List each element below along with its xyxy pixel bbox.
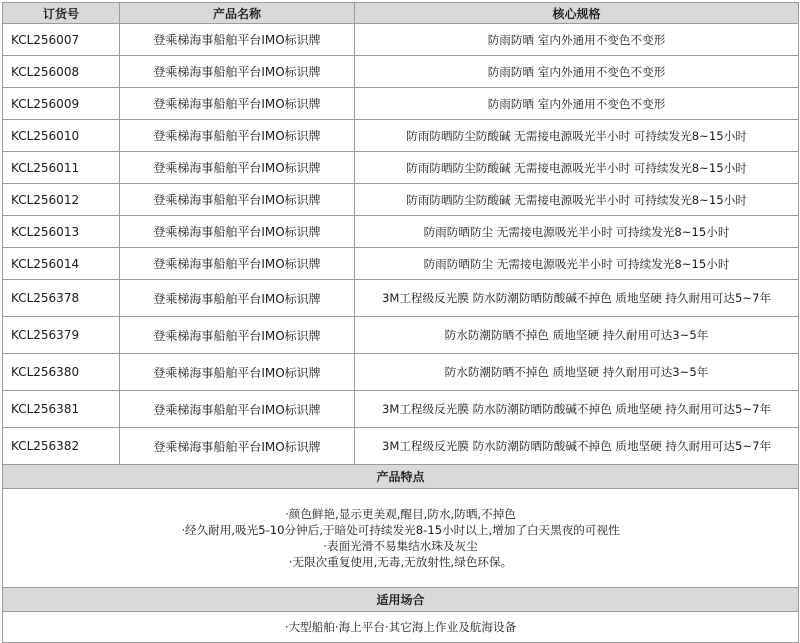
table-row	[3, 354, 799, 391]
product-name-cell: 登乘梯海事船舶平台IMO标识牌	[120, 280, 355, 317]
order-code-cell: KCL256378	[3, 280, 120, 317]
table-row	[3, 24, 799, 56]
order-code-cell: KCL256009	[3, 88, 120, 120]
features-cell	[3, 489, 799, 588]
order-code-cell: KCL256008	[3, 56, 120, 88]
table-row	[3, 391, 799, 428]
table-row	[3, 280, 799, 317]
product-name-cell: 登乘梯海事船舶平台IMO标识牌	[120, 354, 355, 391]
occasions-row	[3, 612, 799, 643]
product-name-cell: 登乘梯海事船舶平台IMO标识牌	[120, 248, 355, 280]
product-name-cell: 登乘梯海事船舶平台IMO标识牌	[120, 391, 355, 428]
product-name-cell: 登乘梯海事船舶平台IMO标识牌	[120, 56, 355, 88]
occasions-cell: ·大型船舶·海上平台·其它海上作业及航海设备	[3, 612, 799, 643]
header-order-code: 订货号	[3, 3, 120, 24]
occasions-heading-row	[3, 588, 799, 612]
order-code-cell: KCL256007	[3, 24, 120, 56]
product-name-cell: 登乘梯海事船舶平台IMO标识牌	[120, 152, 355, 184]
table-row	[3, 152, 799, 184]
table-body	[3, 24, 799, 643]
core-spec-cell: 防雨防晒防尘 无需接电源吸光半小时 可持续发光8~15小时	[355, 216, 799, 248]
table-row	[3, 248, 799, 280]
product-name-cell: 登乘梯海事船舶平台IMO标识牌	[120, 428, 355, 465]
core-spec-cell: 3M工程级反光膜 防水防潮防晒防酸碱不掉色 质地坚硬 持久耐用可达5~7年	[355, 391, 799, 428]
table-row	[3, 317, 799, 354]
core-spec-cell: 3M工程级反光膜 防水防潮防晒防酸碱不掉色 质地坚硬 持久耐用可达5~7年	[355, 280, 799, 317]
order-code-cell: KCL256379	[3, 317, 120, 354]
table-row	[3, 428, 799, 465]
order-code-cell: KCL256380	[3, 354, 120, 391]
table-row	[3, 88, 799, 120]
features-row	[3, 489, 799, 588]
core-spec-cell: 防雨防晒 室内外通用不变色不变形	[355, 56, 799, 88]
order-code-cell: KCL256013	[3, 216, 120, 248]
table-header-row	[3, 3, 799, 24]
order-code-cell: KCL256010	[3, 120, 120, 152]
order-code-cell: KCL256382	[3, 428, 120, 465]
occasions-heading: 适用场合	[3, 588, 799, 612]
order-code-cell: KCL256381	[3, 391, 120, 428]
features-heading: 产品特点	[3, 465, 799, 489]
product-name-cell: 登乘梯海事船舶平台IMO标识牌	[120, 88, 355, 120]
core-spec-cell: 防雨防晒防尘 无需接电源吸光半小时 可持续发光8~15小时	[355, 248, 799, 280]
table-row	[3, 56, 799, 88]
product-name-cell: 登乘梯海事船舶平台IMO标识牌	[120, 184, 355, 216]
product-name-cell: 登乘梯海事船舶平台IMO标识牌	[120, 216, 355, 248]
product-name-cell: 登乘梯海事船舶平台IMO标识牌	[120, 120, 355, 152]
core-spec-cell: 3M工程级反光膜 防水防潮防晒防酸碱不掉色 质地坚硬 持久耐用可达5~7年	[355, 428, 799, 465]
core-spec-cell: 防雨防晒 室内外通用不变色不变形	[355, 88, 799, 120]
table-row	[3, 216, 799, 248]
core-spec-cell: 防雨防晒防尘防酸碱 无需接电源吸光半小时 可持续发光8~15小时	[355, 152, 799, 184]
header-core-spec: 核心规格	[355, 3, 799, 24]
core-spec-cell: 防雨防晒 室内外通用不变色不变形	[355, 24, 799, 56]
feature-line: ·颜色鲜艳,显示更美观,醒目,防水,防晒,不掉色	[285, 507, 516, 521]
order-code-cell: KCL256011	[3, 152, 120, 184]
feature-line: ·无限次重复使用,无毒,无放射性,绿色环保。	[288, 555, 513, 569]
order-code-cell: KCL256014	[3, 248, 120, 280]
core-spec-cell: 防水防潮防晒不掉色 质地坚硬 持久耐用可达3~5年	[355, 317, 799, 354]
feature-line: ·经久耐用,吸光5-10分钟后,于暗处可持续发光8-15小时以上,增加了白天黑夜的可视性	[181, 523, 620, 537]
product-name-cell: 登乘梯海事船舶平台IMO标识牌	[120, 24, 355, 56]
features-heading-row	[3, 465, 799, 489]
order-code-cell: KCL256012	[3, 184, 120, 216]
feature-line: ·表面光滑不易集结水珠及灰尘	[323, 539, 478, 553]
product-name-cell: 登乘梯海事船舶平台IMO标识牌	[120, 317, 355, 354]
core-spec-cell: 防雨防晒防尘防酸碱 无需接电源吸光半小时 可持续发光8~15小时	[355, 184, 799, 216]
product-spec-table	[2, 2, 799, 643]
header-product-name: 产品名称	[120, 3, 355, 24]
table-row	[3, 184, 799, 216]
core-spec-cell: 防水防潮防晒不掉色 质地坚硬 持久耐用可达3~5年	[355, 354, 799, 391]
table-row	[3, 120, 799, 152]
core-spec-cell: 防雨防晒防尘防酸碱 无需接电源吸光半小时 可持续发光8~15小时	[355, 120, 799, 152]
